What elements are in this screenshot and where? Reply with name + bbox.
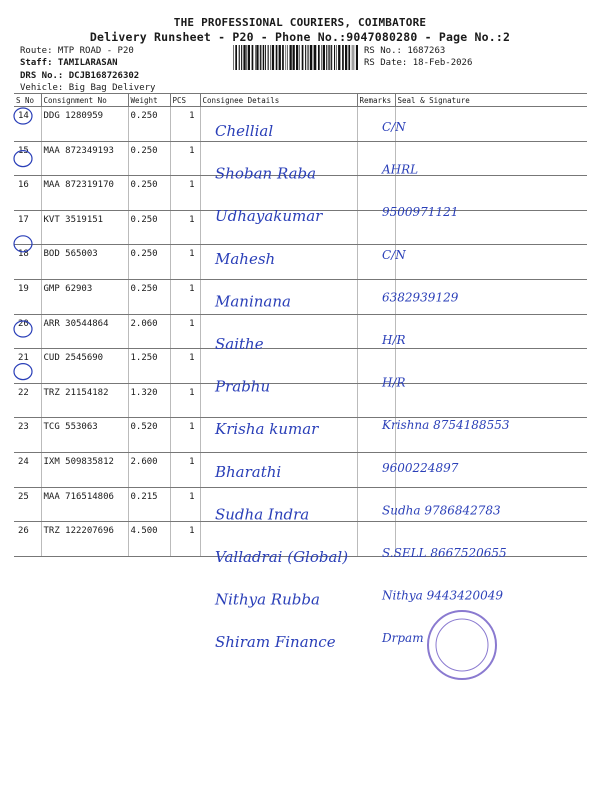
consignee-cell	[200, 245, 357, 280]
barcode-bar	[336, 45, 337, 70]
pcs-cell: 1	[170, 107, 200, 142]
barcode-bar	[241, 45, 242, 70]
consignee-cell	[200, 107, 357, 142]
sno-cell: 19	[14, 279, 41, 314]
weight-cell: 0.250	[128, 176, 170, 211]
barcode-bar	[334, 45, 335, 70]
barcode-bar	[260, 45, 261, 70]
handwritten-consignee: Udhayakumar	[215, 207, 323, 226]
weight-cell: 0.215	[128, 487, 170, 522]
barcode-bar	[305, 45, 306, 70]
consignee-cell	[200, 349, 357, 384]
barcode-bar	[239, 45, 240, 70]
handwritten-signature: C/N	[382, 247, 406, 262]
weight-cell: 0.250	[128, 210, 170, 245]
consignment-cell: GMP 62903	[41, 279, 128, 314]
consignee-cell	[200, 141, 357, 176]
handwritten-consignee: Chellial	[215, 122, 274, 140]
remarks-cell	[357, 210, 395, 245]
consignment-cell: MAA 716514806	[41, 487, 128, 522]
barcode-bar	[348, 45, 350, 70]
remarks-cell	[357, 176, 395, 211]
pcs-cell: 1	[170, 383, 200, 418]
consignee-cell	[200, 452, 357, 487]
barcode-bar	[262, 45, 263, 70]
handwritten-signature: Nithya 9443420049	[382, 588, 503, 603]
seal-cell	[395, 245, 587, 280]
remarks-cell	[357, 487, 395, 522]
pcs-cell: 1	[170, 452, 200, 487]
seal-cell	[395, 176, 587, 211]
pcs-cell: 1	[170, 487, 200, 522]
consignee-cell	[200, 210, 357, 245]
handwritten-signature: Sudha 9786842783	[382, 503, 501, 518]
barcode-bar	[246, 45, 247, 70]
consignment-cell: MAA 872319170	[41, 176, 128, 211]
handwritten-consignee: Bharathi	[215, 462, 282, 481]
seal-cell	[395, 418, 587, 453]
consignment-cell: ARR 30544864	[41, 314, 128, 349]
remarks-cell	[357, 314, 395, 349]
barcode-bar	[345, 45, 347, 70]
handwritten-consignee: Maninana	[215, 292, 291, 311]
barcode-bar	[314, 45, 316, 70]
table-row	[14, 383, 587, 418]
handwritten-consignee: Valladrai (Global)	[215, 548, 349, 566]
consignee-cell	[200, 314, 357, 349]
sno-cell: 14	[14, 107, 41, 142]
table-row	[14, 349, 587, 384]
col-weight: Weight	[128, 94, 170, 107]
seal-cell	[395, 141, 587, 176]
weight-cell: 0.250	[128, 107, 170, 142]
pcs-cell: 1	[170, 141, 200, 176]
handwritten-signature: H/R	[382, 333, 406, 347]
handwritten-signature: Krishna 8754188553	[382, 418, 510, 433]
barcode-bar	[233, 45, 234, 70]
col-sno: S No	[14, 94, 41, 107]
table-row	[14, 418, 587, 453]
barcode-bar	[252, 45, 254, 70]
sno-cell: 15	[14, 141, 41, 176]
seal-cell	[395, 383, 587, 418]
barcode-bar	[243, 45, 245, 70]
barcode-bar	[299, 45, 300, 70]
handwritten-consignee: Saithe	[215, 335, 264, 353]
barcode-bar	[279, 45, 281, 70]
barcode-bar	[329, 45, 330, 70]
sno-cell: 26	[14, 522, 41, 557]
table-row	[14, 245, 587, 280]
weight-cell: 2.600	[128, 452, 170, 487]
table-header-row	[14, 94, 587, 107]
handwritten-consignee: Prabhu	[215, 377, 271, 396]
consignment-cell: TRZ 21154182	[41, 383, 128, 418]
table-row	[14, 107, 587, 142]
remarks-cell	[357, 245, 395, 280]
consignment-cell: DDG 1280959	[41, 107, 128, 142]
handwritten-signature: S.SELL 8667520655	[382, 546, 507, 560]
sno-cell: 16	[14, 176, 41, 211]
barcode-bar	[286, 45, 287, 70]
vehicle-label: Vehicle: Big Bag Delivery	[20, 83, 156, 93]
runsheet-table	[14, 93, 587, 557]
barcode-bar	[296, 45, 298, 70]
barcode-bar	[318, 45, 320, 70]
handwritten-consignee: Shoban Raba	[215, 164, 317, 183]
handwritten-consignee: Krisha kumar	[215, 420, 319, 439]
consignment-cell: KVT 3519151	[41, 210, 128, 245]
barcode-bar	[323, 45, 325, 70]
handwritten-signature: H/R	[382, 375, 406, 390]
handwritten-consignee: Nithya Rubba	[215, 590, 320, 609]
handwritten-signature: AHRL	[382, 162, 419, 177]
barcode-bar	[293, 45, 295, 70]
table-row	[14, 279, 587, 314]
barcode-bar	[256, 45, 258, 70]
remarks-cell	[357, 141, 395, 176]
barcode-bar	[354, 45, 355, 70]
seal-cell	[395, 522, 587, 557]
barcode-bar	[290, 45, 292, 70]
sno-cell: 18	[14, 245, 41, 280]
table-row	[14, 487, 587, 522]
table-row	[14, 314, 587, 349]
barcode-image	[233, 45, 358, 70]
handwritten-signature: 9500971121	[382, 205, 459, 220]
pcs-cell: 1	[170, 522, 200, 557]
handwritten-signature: C/N	[382, 120, 406, 134]
handwritten-signature: 6382939129	[382, 290, 459, 305]
table-row	[14, 141, 587, 176]
barcode-bar	[282, 45, 284, 70]
seal-cell	[395, 107, 587, 142]
weight-cell: 0.520	[128, 418, 170, 453]
remarks-cell	[357, 383, 395, 418]
col-seal-signature: Seal & Signature	[395, 94, 587, 107]
seal-cell	[395, 314, 587, 349]
weight-cell: 2.060	[128, 314, 170, 349]
barcode-bar	[356, 45, 358, 70]
barcode-bar	[263, 45, 264, 70]
seal-cell	[395, 487, 587, 522]
col-pcs: PCS	[170, 94, 200, 107]
barcode-bar	[272, 45, 274, 70]
sno-cell: 24	[14, 452, 41, 487]
barcode-bar	[313, 45, 314, 70]
sno-cell: 21	[14, 349, 41, 384]
seal-stamp	[428, 611, 496, 679]
pcs-cell: 1	[170, 314, 200, 349]
col-consignee: Consignee Details	[200, 94, 357, 107]
barcode-bar	[352, 45, 353, 70]
barcode-bar	[270, 45, 271, 70]
barcode-bar	[302, 45, 304, 70]
barcode-bar	[342, 45, 344, 70]
remarks-cell	[357, 349, 395, 384]
handwritten-signature: 9600224897	[382, 460, 459, 475]
handwritten-consignee: Shiram Finance	[215, 633, 336, 652]
pcs-cell: 1	[170, 418, 200, 453]
barcode-bar	[268, 45, 269, 70]
remarks-cell	[357, 107, 395, 142]
barcode-bar	[255, 45, 256, 70]
col-remarks: Remarks	[357, 94, 395, 107]
consignee-cell	[200, 279, 357, 314]
staff-label: Staff: TAMILARASAN	[20, 58, 118, 68]
consignee-cell	[200, 418, 357, 453]
barcode-bar	[328, 45, 329, 70]
company-title: THE PROFESSIONAL COURIERS, COIMBATORE	[173, 16, 427, 29]
pcs-cell: 1	[170, 349, 200, 384]
col-consignment: Consignment No	[41, 94, 128, 107]
consignment-cell: TRZ 122207696	[41, 522, 128, 557]
barcode-bar	[265, 45, 266, 70]
weight-cell: 0.250	[128, 279, 170, 314]
table-row	[14, 452, 587, 487]
barcode-bar	[248, 45, 250, 70]
barcode-bar	[287, 45, 288, 70]
sno-cell: 20	[14, 314, 41, 349]
weight-cell: 4.500	[128, 522, 170, 557]
consignee-cell	[200, 487, 357, 522]
handwritten-consignee: Mahesh	[215, 249, 276, 268]
seal-cell	[395, 279, 587, 314]
drs-number: DRS No.: DCJB168726302	[20, 71, 140, 81]
barcode-bar	[326, 45, 327, 70]
barcode-bar	[310, 45, 312, 70]
consignment-cell: CUD 2545690	[41, 349, 128, 384]
sno-cell: 23	[14, 418, 41, 453]
handwritten-signature: Drpam	[382, 631, 424, 646]
pcs-cell: 1	[170, 245, 200, 280]
barcode-bar	[308, 45, 309, 70]
handwritten-consignee: Sudha Indra	[215, 505, 310, 524]
rs-date: RS Date: 18-Feb-2026	[364, 58, 473, 68]
runsheet-subtitle: Delivery Runsheet - P20 - Phone No.:9047080280 - Page No.:2	[89, 30, 511, 44]
seal-cell	[395, 452, 587, 487]
remarks-cell	[357, 452, 395, 487]
table-row	[14, 176, 587, 211]
consignee-cell	[200, 522, 357, 557]
remarks-cell	[357, 522, 395, 557]
pcs-cell: 1	[170, 210, 200, 245]
weight-cell: 0.250	[128, 141, 170, 176]
seal-cell	[395, 210, 587, 245]
sno-cell: 22	[14, 383, 41, 418]
table-row	[14, 522, 587, 557]
consignee-cell	[200, 176, 357, 211]
pcs-cell: 1	[170, 279, 200, 314]
barcode-bar	[331, 45, 332, 70]
table-row	[14, 210, 587, 245]
consignment-cell: TCG 553063	[41, 418, 128, 453]
weight-cell: 1.320	[128, 383, 170, 418]
consignment-cell: BOD 565003	[41, 245, 128, 280]
rs-number: RS No.: 1687263	[364, 46, 446, 56]
barcode-bar	[338, 45, 340, 70]
remarks-cell	[357, 279, 395, 314]
barcode-bar	[235, 45, 237, 70]
weight-cell: 0.250	[128, 245, 170, 280]
sno-cell: 25	[14, 487, 41, 522]
route-label: Route: MTP ROAD - P20	[20, 46, 134, 56]
seal-cell	[395, 349, 587, 384]
pcs-cell: 1	[170, 176, 200, 211]
consignee-cell	[200, 383, 357, 418]
sno-cell: 17	[14, 210, 41, 245]
consignment-cell: MAA 872349193	[41, 141, 128, 176]
consignment-cell: IXM 509835812	[41, 452, 128, 487]
barcode-bar	[276, 45, 278, 70]
weight-cell: 1.250	[128, 349, 170, 384]
remarks-cell	[357, 418, 395, 453]
barcode-bar	[321, 45, 322, 70]
